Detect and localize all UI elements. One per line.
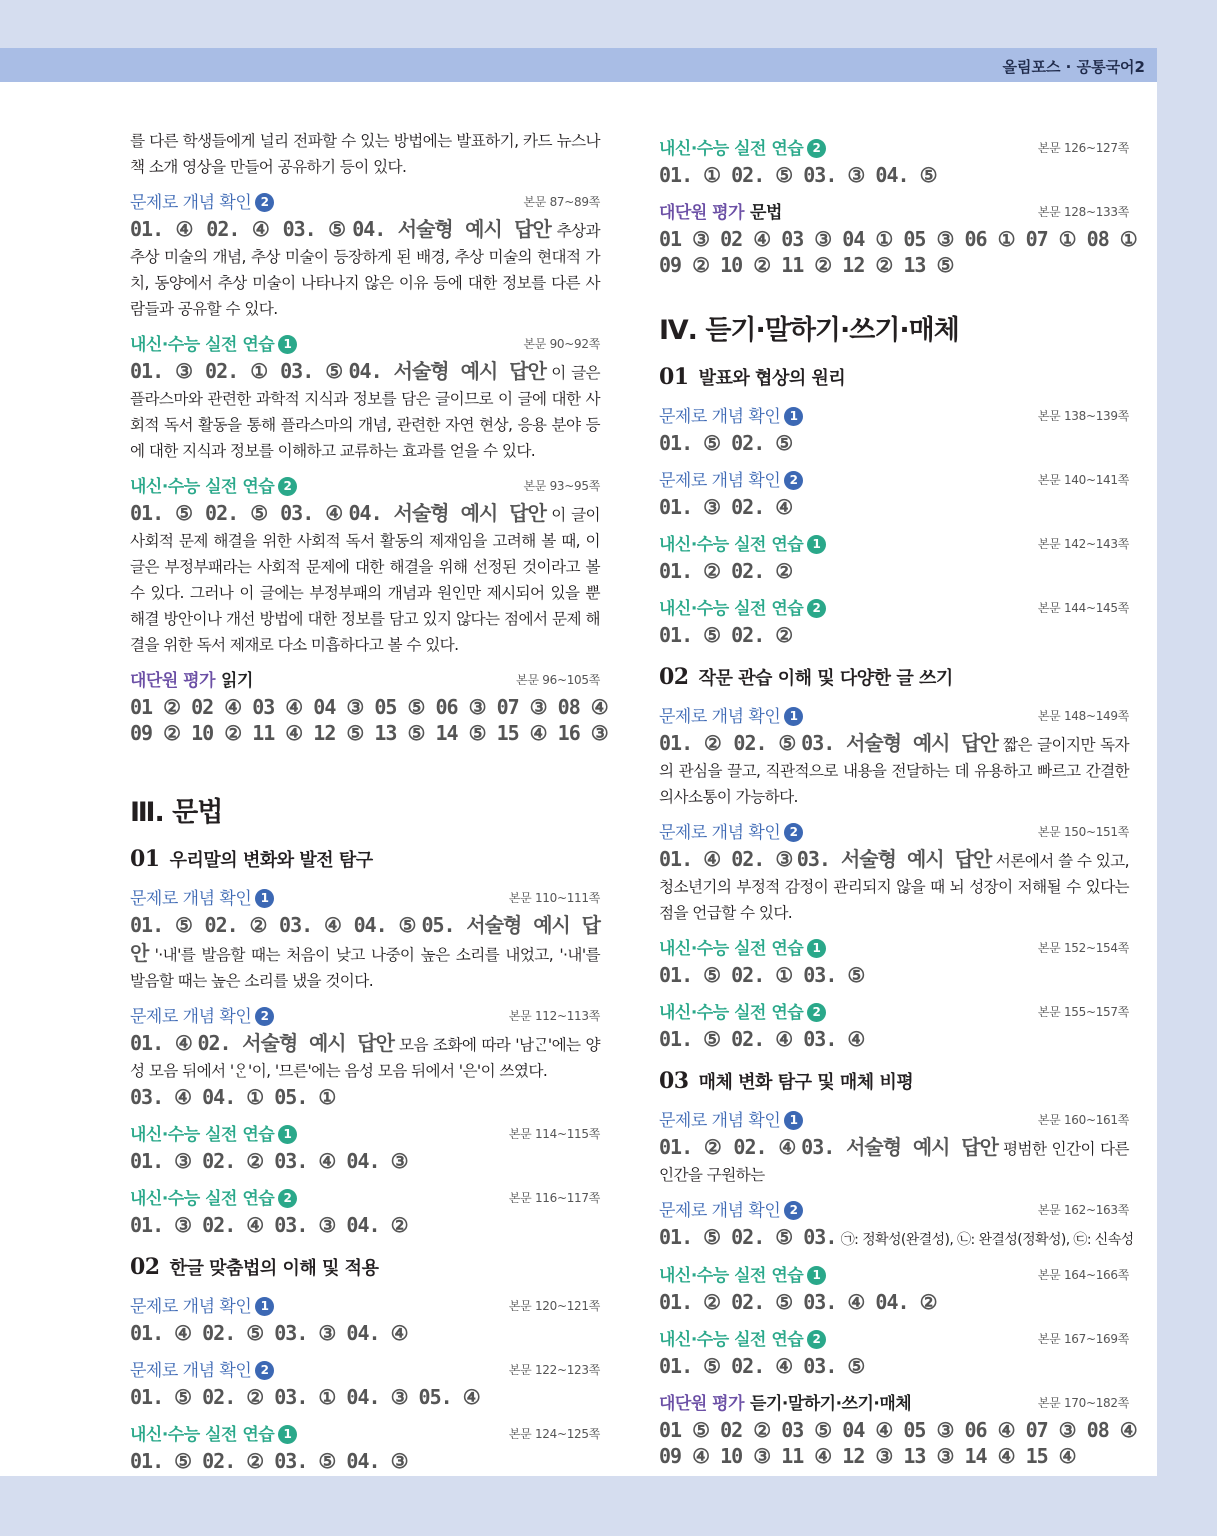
section-header: [659, 934, 1129, 962]
chapter-title: 우리말의 변화와 발전 탐구: [169, 850, 373, 871]
number-badge: 2: [255, 1361, 274, 1380]
section-header: [130, 1356, 600, 1384]
section-title: 문제로 개념 확인: [130, 193, 252, 213]
answer-grid-row: 01 ③ 02 ④ 03 ③ 04 ① 05 ③ 06 ① 07 ① 08 ①: [659, 227, 1137, 251]
answer-keys: 01. ② 02. ④: [659, 1135, 797, 1159]
page-ref: 본문 90~92쪽: [523, 337, 600, 351]
answer-keys: 01. ⑤ 02. ⑤ 03.: [659, 1225, 837, 1249]
answer-block: [659, 558, 1129, 586]
answer-grid-row: 01 ⑤ 02 ② 03 ⑤ 04 ④ 05 ③ 06 ④ 07 ③ 08 ④: [659, 1418, 1137, 1442]
section-title: 문제로 개념 확인: [130, 1361, 252, 1381]
section-header: [659, 134, 1129, 162]
answer-block: [130, 1320, 600, 1348]
unit-heading: Ⅳ. 듣기·말하기·쓰기·매체: [659, 315, 959, 346]
section-header: [130, 1120, 600, 1148]
section-header: [130, 472, 600, 500]
answer-keys: 01. ⑤ 02. ⑤: [659, 431, 793, 455]
section-topic: 듣기·말하기·쓰기·매체: [750, 1394, 912, 1414]
answer-keys: 01. ⑤ 02. ① 03. ⑤: [659, 963, 865, 987]
section-title: 내신·수능 실전 연습: [659, 1266, 804, 1286]
answer-keys: 01. ④ 02. ③: [659, 847, 793, 871]
answer-block: [130, 216, 600, 322]
answer-block: [659, 494, 1129, 522]
chapter-heading: [659, 664, 1129, 694]
page-ref: 본문 93~95쪽: [523, 479, 600, 493]
answer-block: [659, 962, 1129, 990]
page-ref: 본문 155~157쪽: [1037, 1005, 1129, 1019]
intro-paragraph: 를 다른 학생들에게 널리 전파할 수 있는 방법에는 발표하기, 카드 뉴스나 책 소개 영상을 만들어 공유하기 등이 있다.: [130, 132, 600, 176]
number-badge: 2: [807, 1330, 826, 1349]
answer-grid-row: 09 ② 10 ② 11 ② 12 ② 13 ⑤: [659, 253, 954, 277]
section-header: [659, 198, 1129, 226]
section-title: 내신·수능 실전 연습: [659, 139, 804, 159]
answer-keys: 01. ④: [130, 1031, 193, 1055]
section-header: [659, 1261, 1129, 1289]
section-title: 내신·수능 실전 연습: [130, 1125, 275, 1145]
answer-block: [659, 846, 1129, 926]
answer-block: [130, 1148, 600, 1176]
section-topic: 문법: [750, 203, 782, 223]
answer-keys: 01. ② 02. ⑤: [659, 731, 797, 755]
page-ref: 본문 124~125쪽: [508, 1427, 600, 1441]
essay-label: 03. 서술형 예시 답안: [801, 731, 998, 755]
section-header: [130, 1420, 600, 1448]
answer-keys: 01. ③ 02. ④ 03. ③ 04. ②: [130, 1213, 408, 1237]
answer-block: [130, 912, 600, 994]
chapter-number: 02: [659, 664, 689, 690]
page-ref: 본문 148~149쪽: [1037, 709, 1129, 723]
section-title: 문제로 개념 확인: [659, 1201, 781, 1221]
essay-text: 짧은 글이지만 독자의 관심을 끌고, 직관적으로 내용을 전달하는 데 유용하고 빠르고 간결한 의사소통이 가능하다.: [659, 736, 1129, 806]
page-ref: 본문 142~143쪽: [1037, 537, 1129, 551]
page-ref: 본문 110~111쪽: [508, 891, 600, 905]
answer-block: [130, 1084, 600, 1112]
section-header: [659, 818, 1129, 846]
section-header: [130, 666, 600, 694]
page-ref: 본문 150~151쪽: [1037, 825, 1129, 839]
essay-text: 평범한 인간이 다른 인간을 구원하는: [659, 1140, 1129, 1184]
answer-text: ㉠: 정확성(완결성), ㉡: 완결성(정확성), ㉢: 신속성: [840, 1232, 1134, 1248]
answer-keys: 01. ⑤ 02. ② 03. ① 04. ③ 05. ④: [130, 1385, 480, 1409]
section-header: [130, 188, 600, 216]
number-badge: 2: [278, 1189, 297, 1208]
section-header: [659, 1389, 1129, 1417]
section-header: [130, 1292, 600, 1320]
number-badge: 1: [807, 535, 826, 554]
section-header: [659, 466, 1129, 494]
section-header: [130, 1002, 600, 1030]
number-badge: 2: [255, 193, 274, 212]
answer-block: [659, 1026, 1129, 1054]
section-title: 문제로 개념 확인: [130, 1297, 252, 1317]
section-title: 문제로 개념 확인: [659, 407, 781, 427]
number-badge: 1: [255, 889, 274, 908]
essay-label: 03. 서술형 예시 답안: [801, 1135, 998, 1159]
answer-grid-row: 09 ② 10 ② 11 ④ 12 ⑤ 13 ⑤ 14 ⑤ 15 ④ 16 ③: [130, 721, 608, 745]
page-ref: 본문 120~121쪽: [508, 1299, 600, 1313]
answer-block: [130, 1030, 600, 1084]
section-title: 문제로 개념 확인: [659, 707, 781, 727]
answer-block: [659, 1134, 1129, 1188]
page-ref: 본문 162~163쪽: [1037, 1203, 1129, 1217]
essay-text: 이 글은 플라스마와 관련한 과학적 지식과 정보를 담은 글이므로 이 글에 대한 사회적 독서 활동을 통해 플라스마의 개념, 관련한 자연 현상, 응용 분야 등에 대한 지식과 정보를 이해하고 교류하는 효과를 얻을 수 있다.: [130, 364, 601, 460]
section-title: 내신·수능 실전 연습: [659, 1003, 804, 1023]
section-header: [130, 1184, 600, 1212]
number-badge: 2: [278, 477, 297, 496]
answer-block: [130, 1384, 600, 1412]
page-ref: 본문 128~133쪽: [1037, 205, 1129, 219]
answer-block: [130, 1448, 600, 1476]
number-badge: 1: [784, 707, 803, 726]
section-title: 대단원 평가: [659, 1394, 745, 1414]
page-ref: 본문 122~123쪽: [508, 1363, 600, 1377]
section-header: [659, 1325, 1129, 1353]
section-title: 내신·수능 실전 연습: [659, 939, 804, 959]
answer-block: [130, 358, 600, 464]
number-badge: 1: [278, 1425, 297, 1444]
section-title: 내신·수능 실전 연습: [659, 1330, 804, 1350]
section-title: 내신·수능 실전 연습: [659, 599, 804, 619]
section-header: [659, 402, 1129, 430]
chapter-number: 02: [130, 1254, 160, 1280]
section-topic: 읽기: [221, 671, 253, 691]
answer-keys: 01. ⑤ 02. ⑤ 03. ④: [130, 501, 344, 525]
page-ref: 본문 160~161쪽: [1037, 1113, 1129, 1127]
essay-label: 02. 서술형 예시 답안: [197, 1031, 394, 1055]
essay-text: 이 글이 사회적 문제 해결을 위한 사회적 독서 활동의 제재임을 고려해 볼 때, 이 글은 부정부패라는 사회적 문제에 대한 해결을 위해 선정된 것이라고 볼 수 있다. 그러나 이 글에는 부정부패의 개념과 원인만 제시되어 있을 뿐 해결 방안이나 개선 방법에 대한 정보를 담고 있지 않다는 점에서 문제 해결을 위한 독서 제재로 다소 미흡하다고 볼 수 있다.: [130, 506, 601, 654]
chapter-number: 01: [130, 846, 160, 872]
section-header: [659, 1196, 1129, 1224]
answer-block: [659, 730, 1129, 810]
answer-keys: 01. ③ 02. ④: [659, 495, 793, 519]
chapter-title: 매체 변화 탐구 및 매체 비평: [698, 1072, 914, 1093]
essay-text: 서론에서 쓸 수 있고, 청소년기의 부정적 감정이 관리되지 않을 때 뇌 성장이 저해될 수 있다는 점을 언급할 수 있다.: [659, 852, 1129, 922]
answer-block: [130, 1212, 600, 1240]
answer-keys: 01. ⑤ 02. ② 03. ④ 04. ⑤: [130, 913, 417, 937]
section-header: [130, 884, 600, 912]
answer-keys: 01. ⑤ 02. ② 03. ⑤ 04. ③: [130, 1449, 408, 1473]
page-ref: 본문 144~145쪽: [1037, 601, 1129, 615]
answer-keys: 01. ① 02. ⑤ 03. ③ 04. ⑤: [659, 163, 937, 187]
page-ref: 본문 96~105쪽: [516, 673, 600, 687]
essay-label: 04. 서술형 예시 답안: [348, 501, 546, 525]
answer-keys: 01. ④ 02. ④ 03. ⑤: [130, 217, 347, 241]
chapter-title: 작문 관습 이해 및 다양한 글 쓰기: [698, 668, 953, 689]
answer-block: [659, 162, 1129, 190]
number-badge: 1: [278, 1125, 297, 1144]
page-ref: 본문 167~169쪽: [1037, 1332, 1129, 1346]
section-title: 문제로 개념 확인: [130, 1007, 252, 1027]
essay-label: 04. 서술형 예시 답안: [352, 217, 551, 241]
answer-grid-row: 01 ② 02 ④ 03 ④ 04 ③ 05 ⑤ 06 ③ 07 ③ 08 ④: [130, 695, 608, 719]
chapter-heading: [659, 1068, 1129, 1098]
number-badge: 2: [807, 139, 826, 158]
section-title: 내신·수능 실전 연습: [130, 1189, 275, 1209]
number-badge: 1: [807, 1266, 826, 1285]
number-badge: 1: [278, 335, 297, 354]
unit-heading: Ⅲ. 문법: [130, 797, 223, 828]
chapter-heading: [130, 1254, 600, 1284]
answer-keys: 01. ④ 02. ⑤ 03. ③ 04. ④: [130, 1321, 408, 1345]
answer-keys: 01. ⑤ 02. ②: [659, 623, 793, 647]
section-title: 문제로 개념 확인: [659, 471, 781, 491]
answer-grid-row: 09 ④ 10 ③ 11 ④ 12 ③ 13 ③ 14 ④ 15 ④: [659, 1444, 1076, 1468]
answer-keys: 03. ④ 04. ① 05. ①: [130, 1085, 336, 1109]
essay-text: 추상과 추상 미술의 개념, 추상 미술이 등장하게 된 배경, 추상 미술의 현대적 가치, 동양에서 추상 미술이 나타나지 않은 이유 등에 대한 정보를 다른 사람들과 공유할 수 있다.: [130, 222, 600, 318]
chapter-number: 03: [659, 1068, 689, 1094]
essay-text: 모음 조화에 따라 '남ᄀᆞᆫ'에는 양성 모음 뒤에서 'ᄋᆞᆫ'이, '므른'에는 음성 모음 뒤에서 '은'이 쓰였다.: [130, 1036, 601, 1080]
answer-block: [659, 1353, 1129, 1381]
answer-block: [659, 1289, 1129, 1317]
number-badge: 2: [784, 471, 803, 490]
section-title: 내신·수능 실전 연습: [130, 335, 275, 355]
answer-keys: 01. ② 02. ⑤ 03. ④ 04. ②: [659, 1290, 937, 1314]
number-badge: 1: [784, 407, 803, 426]
answer-keys: 01. ② 02. ②: [659, 559, 793, 583]
answer-keys: 01. ③ 02. ① 03. ⑤: [130, 359, 344, 383]
running-title: 올림포스 · 공통국어2: [1002, 58, 1145, 76]
page-sheet: [0, 48, 1157, 1476]
section-title: 대단원 평가: [659, 203, 745, 223]
number-badge: 2: [807, 1003, 826, 1022]
header-band: [0, 48, 1157, 82]
page-ref: 본문 114~115쪽: [508, 1127, 600, 1141]
number-badge: 2: [784, 823, 803, 842]
answer-keys: 01. ③ 02. ② 03. ④ 04. ③: [130, 1149, 408, 1173]
chapter-number: 01: [659, 364, 689, 390]
essay-label: 04. 서술형 예시 답안: [348, 359, 546, 383]
answer-keys: 01. ⑤ 02. ④ 03. ④: [659, 1027, 865, 1051]
number-badge: 2: [255, 1007, 274, 1026]
section-title: 문제로 개념 확인: [130, 889, 252, 909]
page-ref: 본문 138~139쪽: [1037, 409, 1129, 423]
answer-block: [659, 1224, 1134, 1253]
section-header: [659, 530, 1129, 558]
left-column: [130, 128, 608, 1476]
essay-text: '·내'를 발음할 때는 처음이 낮고 나중이 높은 소리를 내었고, '·내'를 발음할 때는 높은 소리를 냈을 것이다.: [130, 946, 600, 990]
right-column: [659, 128, 1137, 1469]
number-badge: 2: [807, 599, 826, 618]
chapter-heading: [659, 364, 1129, 394]
number-badge: 1: [255, 1297, 274, 1316]
essay-label: 05. 서술형 예시 답안: [130, 913, 600, 965]
page-ref: 본문 126~127쪽: [1037, 141, 1129, 155]
number-badge: 1: [807, 939, 826, 958]
section-title: 내신·수능 실전 연습: [130, 477, 275, 497]
chapter-title: 한글 맞춤법의 이해 및 적용: [169, 1258, 379, 1279]
section-header: [659, 998, 1129, 1026]
page-ref: 본문 164~166쪽: [1037, 1268, 1129, 1282]
chapter-title: 발표와 협상의 원리: [698, 368, 846, 389]
section-title: 대단원 평가: [130, 671, 216, 691]
answer-keys: 01. ⑤ 02. ④ 03. ⑤: [659, 1354, 865, 1378]
answer-block: [659, 430, 1129, 458]
essay-label: 03. 서술형 예시 답안: [796, 847, 992, 871]
section-header: [659, 594, 1129, 622]
section-header: [659, 1106, 1129, 1134]
section-title: 내신·수능 실전 연습: [659, 535, 804, 555]
number-badge: 2: [784, 1201, 803, 1220]
page-ref: 본문 116~117쪽: [508, 1191, 600, 1205]
page-ref: 본문 87~89쪽: [523, 195, 600, 209]
section-header: [130, 330, 600, 358]
page-ref: 본문 170~182쪽: [1037, 1396, 1129, 1410]
section-title: 내신·수능 실전 연습: [130, 1425, 275, 1445]
section-header: [659, 702, 1129, 730]
section-title: 문제로 개념 확인: [659, 823, 781, 843]
answer-block: [659, 622, 1129, 650]
page-ref: 본문 152~154쪽: [1037, 941, 1129, 955]
section-title: 문제로 개념 확인: [659, 1111, 781, 1131]
number-badge: 1: [784, 1111, 803, 1130]
answer-block: [130, 500, 600, 658]
page-ref: 본문 112~113쪽: [508, 1009, 600, 1023]
page-ref: 본문 140~141쪽: [1037, 473, 1129, 487]
chapter-heading: [130, 846, 600, 876]
